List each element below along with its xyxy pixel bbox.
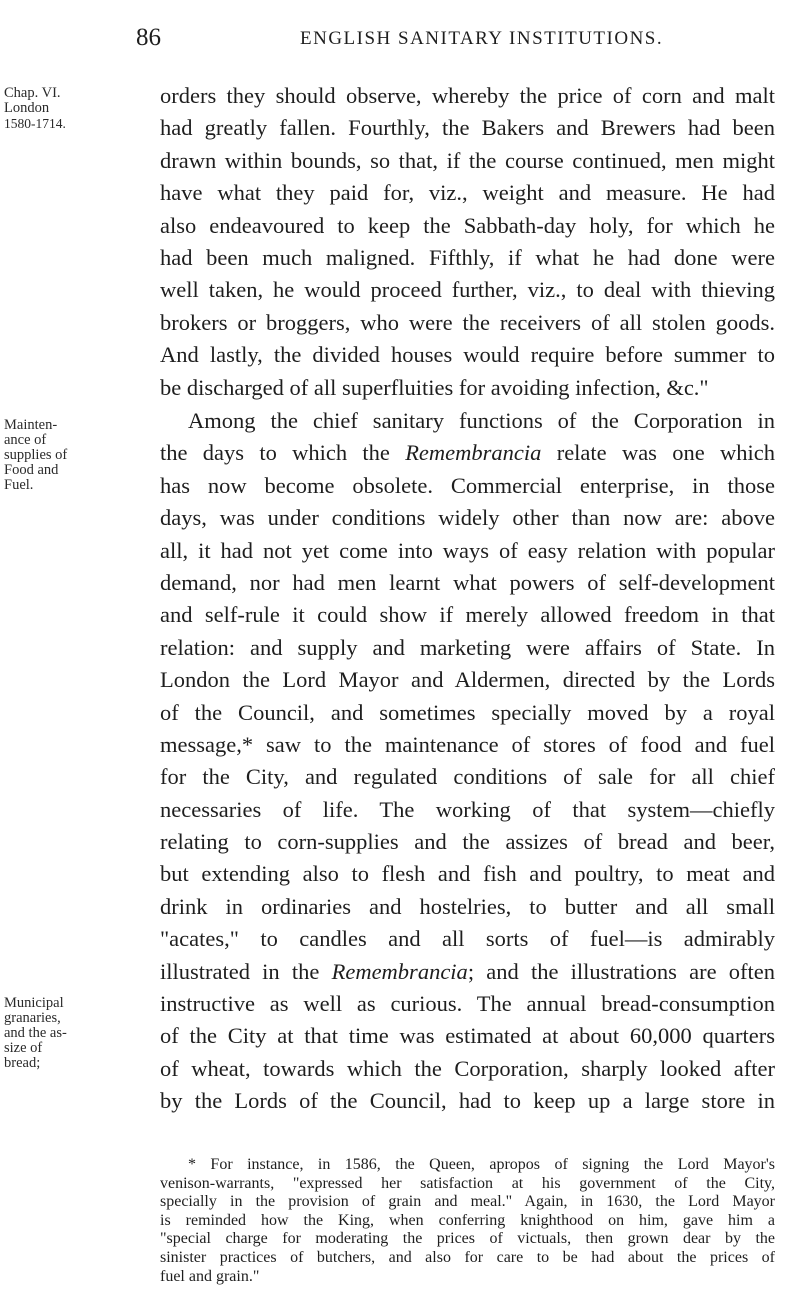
text-line: of the Council, and sometimes specially moved by a royal — [160, 699, 775, 725]
margin-note-line: Fuel. — [4, 477, 34, 493]
text-span: the days to which the — [160, 440, 406, 466]
footnote-line: "special charge for moderating the prices of victuals, then grown dear by the — [160, 1230, 775, 1248]
text-line: instructive as well as curious. The annual bread-consumption — [160, 991, 775, 1017]
margin-note-line: Municipal — [4, 995, 64, 1011]
text-line: "acates," to candles and all sorts of fuel—is admirably — [160, 926, 775, 952]
text-span: ; and the illustrations are often — [467, 958, 776, 984]
margin-note-line: Mainten- — [4, 417, 58, 433]
text-line: and self-rule it could show if merely allowed freedom in that — [160, 602, 775, 628]
paragraph-food-supply — [160, 405, 775, 1118]
text-line: be discharged of all superfluities for avoiding infection, &c." — [160, 374, 709, 400]
footnote-line: specially in the provision of grain and meal." Again, in 1630, the Lord Mayor — [160, 1193, 775, 1211]
text-span: relate was one which — [541, 440, 775, 466]
text-line: London the Lord Mayor and Aldermen, directed by the Lords — [160, 667, 775, 693]
remembrancia-title: Remembrancia — [331, 958, 468, 984]
text-line: of the City at that time was estimated at about 60,000 quarters — [160, 1023, 775, 1049]
text-line: Among the chief sanitary functions of the Corporation in — [188, 408, 775, 433]
footnote-line: sinister practices of butchers, and also for care to be had about the prices of — [160, 1248, 775, 1266]
margin-note-line: ance of — [4, 432, 47, 448]
text-line: also endeavoured to keep the Sabbath-day holy, for which he — [160, 212, 775, 238]
text-line: for the City, and regulated conditions of sale for all chief — [160, 764, 775, 790]
paragraph-continuation — [160, 80, 775, 404]
text-line: had greatly fallen. Fourthly, the Bakers and Brewers had been — [160, 115, 775, 141]
text-span: illustrated in the — [160, 958, 332, 984]
margin-note-line: granaries, — [4, 1010, 61, 1026]
margin-note-municipal — [4, 996, 100, 1071]
text-line: well taken, he would proceed further, viz., to deal with thieving — [160, 277, 775, 303]
chapter-label: Chap. VI. — [4, 85, 61, 101]
margin-note-line: Food and — [4, 462, 59, 478]
text-line: by the Lords of the Council, had to keep up a large store in — [160, 1088, 775, 1114]
margin-note-line: supplies of — [4, 447, 68, 463]
text-line: relating to corn-supplies and the assizes of bread and beer, — [160, 829, 775, 855]
place-label: London — [4, 100, 50, 116]
footnote-line: venison-warrants, "expressed her satisfaction at his government of the City, — [160, 1174, 775, 1192]
text-line: demand, nor had men learnt what powers of self-development — [160, 569, 775, 595]
margin-note-line: bread; — [4, 1055, 41, 1071]
chapter-margin-note — [4, 86, 100, 131]
page-header — [0, 16, 800, 56]
footnote — [160, 1156, 775, 1286]
text-line — [160, 437, 775, 469]
text-line — [160, 956, 775, 988]
footnote-line: is reminded how the King, when conferring knighthood on him, gave him a — [160, 1211, 775, 1229]
text-line: message,* saw to the maintenance of stores of food and fuel — [160, 731, 775, 757]
text-line: And lastly, the divided houses would require before summer to — [160, 342, 775, 368]
remembrancia-title: Remembrancia — [405, 440, 542, 466]
margin-note-line: size of — [4, 1040, 43, 1056]
text-line: but extending also to flesh and fish and poultry, to meat and — [160, 861, 775, 887]
margin-note-line: and the as- — [4, 1025, 67, 1041]
text-line: has now become obsolete. Commercial enterprise, in those — [160, 472, 775, 498]
margin-note-maintenance — [4, 418, 100, 493]
text-line: relation: and supply and marketing were affairs of State. In — [160, 634, 775, 660]
text-line: days, was under conditions widely other than now are: above — [160, 505, 775, 531]
text-line: necessaries of life. The working of that system—chiefly — [160, 796, 775, 822]
text-line: drawn within bounds, so that, if the course continued, men might — [160, 147, 775, 173]
footnote-line: * For instance, in 1586, the Queen, apropos of signing the Lord Mayor's — [188, 1156, 775, 1173]
date-range-label: 1580-1714. — [4, 116, 66, 131]
text-line: brokers or broggers, who were the receivers of all stolen goods. — [160, 309, 775, 335]
text-line: had been much maligned. Fifthly, if what he had done were — [160, 244, 775, 270]
text-line: orders they should observe, whereby the price of corn and malt — [160, 83, 775, 108]
text-line: all, it had not yet come into ways of easy relation with popular — [160, 537, 775, 563]
page-number: 86 — [136, 24, 161, 51]
running-title: ENGLISH SANITARY INSTITUTIONS. — [300, 28, 664, 49]
text-line: have what they paid for, viz., weight and measure. He had — [160, 180, 775, 206]
text-line: of wheat, towards which the Corporation, sharply looked after — [160, 1055, 775, 1081]
text-line: drink in ordinaries and hostelries, to butter and all small — [160, 893, 775, 919]
footnote-line: fuel and grain." — [160, 1267, 260, 1285]
